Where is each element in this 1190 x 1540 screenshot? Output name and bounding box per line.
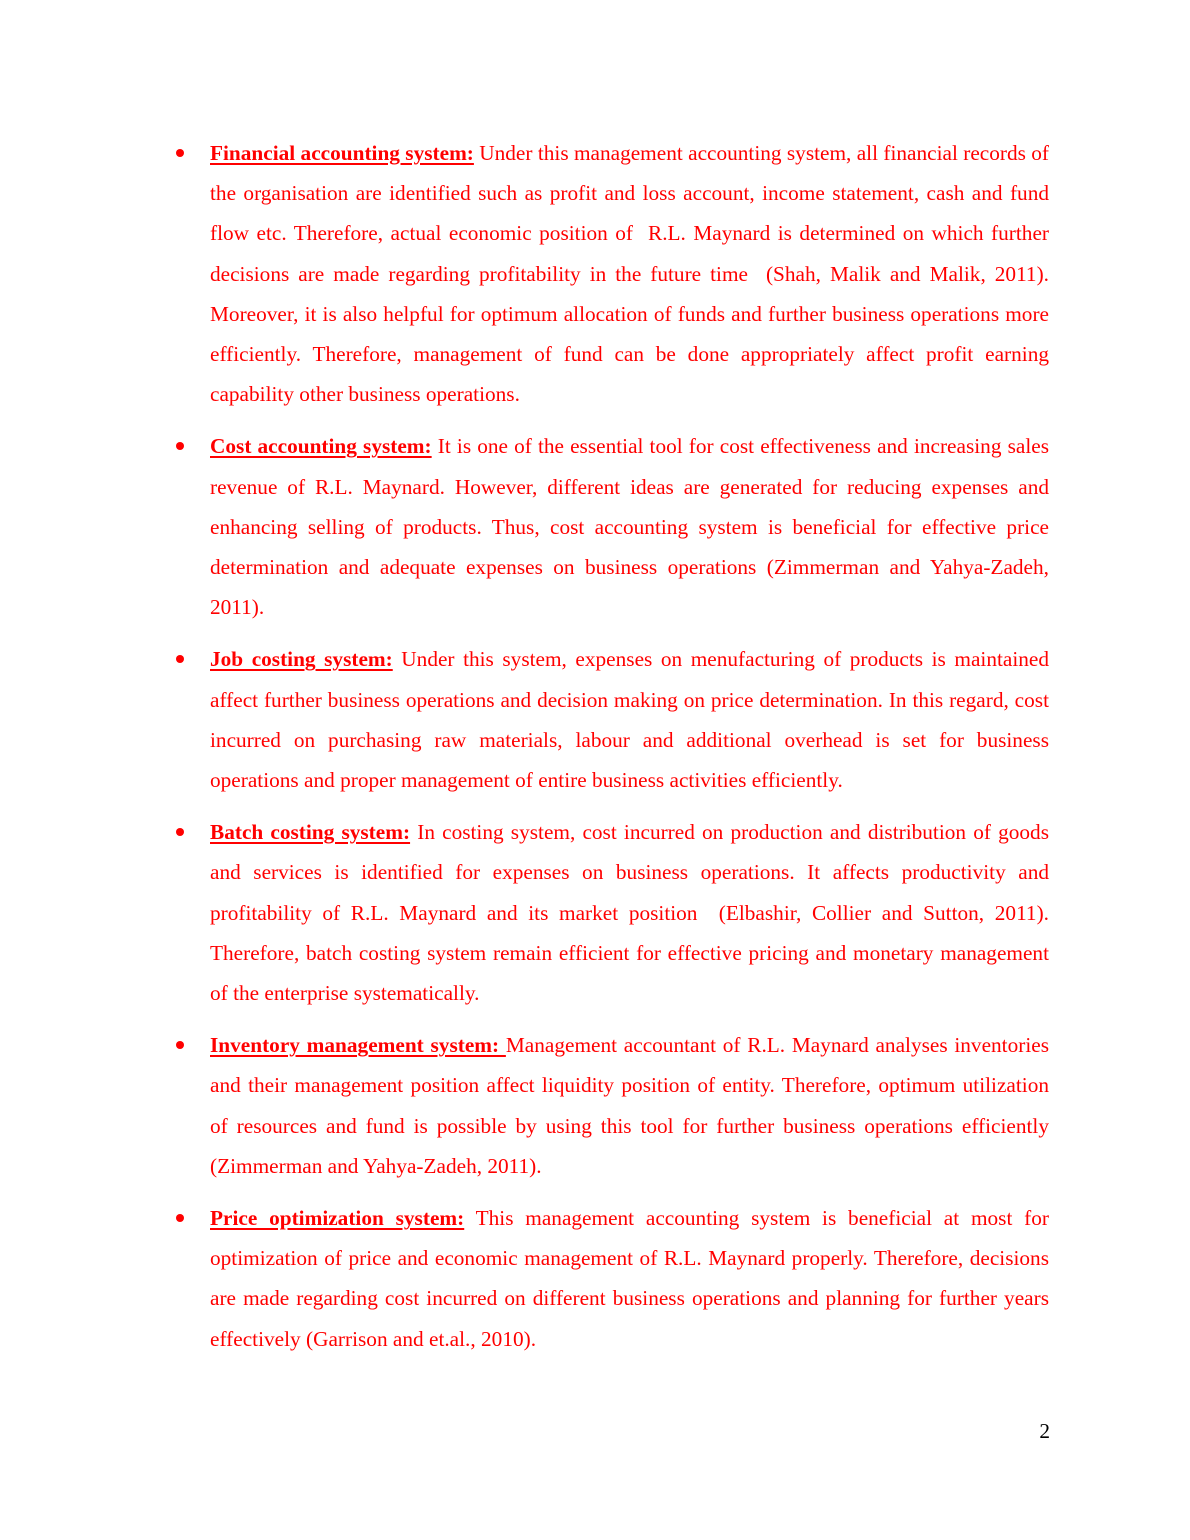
item-heading: Batch costing system: bbox=[210, 820, 411, 845]
item-heading: Financial accounting system: bbox=[210, 141, 474, 165]
item-heading: Inventory management system: bbox=[210, 1033, 506, 1058]
item-body: In costing system, cost incurred on production and distribution of goods and services is identified for expenses on business operations. It affects productivity and profitability of R.L. Maynard and its market position (Elbashir, Collier and Sutton, 2011). Therefore, batch costing system remain efficient for effective pricing and monetary management of the enterprise systematically. bbox=[210, 820, 1055, 1006]
bullet-list bbox=[210, 133, 1055, 1371]
item-body: This management accounting system is beneficial at most for optimization of price and economic management of R.L. Maynard properly. Therefore, decisions are made regarding cost incurred on different business operations and planning for further years effectively (Garrison and et.al., 2010). bbox=[210, 1206, 1055, 1351]
list-item-financial-accounting bbox=[210, 133, 1055, 414]
bullet-dot-icon bbox=[175, 639, 185, 679]
bullet-dot-icon bbox=[175, 133, 185, 173]
list-item-cost-accounting bbox=[210, 426, 1055, 627]
list-item-inventory-management bbox=[210, 1025, 1055, 1186]
item-body: It is one of the essential tool for cost effectiveness and increasing sales revenue of R.L. Maynard. However, different ideas are generated for reducing expenses and enhancing selling of products. Thus, cost accounting system is beneficial for effective price determination and adequate expenses on business operations (Zimmerman and Yahya-Zadeh, 2011). bbox=[210, 434, 1055, 620]
item-heading: Price optimization system: bbox=[210, 1206, 465, 1231]
bullet-dot-icon bbox=[175, 1025, 185, 1065]
list-item-price-optimization bbox=[210, 1198, 1055, 1359]
item-heading: Cost accounting system: bbox=[210, 434, 432, 459]
item-heading: Job costing system: bbox=[210, 647, 393, 672]
bullet-dot-icon bbox=[175, 812, 185, 852]
list-item-job-costing bbox=[210, 639, 1055, 800]
bullet-dot-icon bbox=[175, 1198, 185, 1238]
list-item-batch-costing bbox=[210, 812, 1055, 1013]
bullet-dot-icon bbox=[175, 426, 185, 466]
item-body: Management accountant of R.L. Maynard analyses inventories and their management position affect liquidity position of entity. Therefore, optimum utilization of resources and fund is possible by using this tool for further business operations efficiently (Zimmerman and Yahya-Zadeh, 2011). bbox=[210, 1033, 1055, 1178]
item-body: Under this management accounting system, all financial records of the organisation are identified such as profit and loss account, income statement, cash and fund flow etc. Therefore, actual economic position of R.L. Maynard is determined on which further decisions are made regarding profitability in the future time (Shah, Malik and Malik, 2011). Moreover, it is also helpful for optimum allocation of funds and further business operations more efficiently. Therefore, management of fund can be done appropriately affect profit earning capability other business operations. bbox=[210, 141, 1055, 407]
item-body: Under this system, expenses on menufacturing of products is maintained affect further business operations and decision making on price determination. In this regard, cost incurred on purchasing raw materials, labour and additional overhead is set for business operations and proper management of entire business activities efficiently. bbox=[210, 647, 1055, 793]
page-number: 2 bbox=[1039, 1419, 1050, 1443]
